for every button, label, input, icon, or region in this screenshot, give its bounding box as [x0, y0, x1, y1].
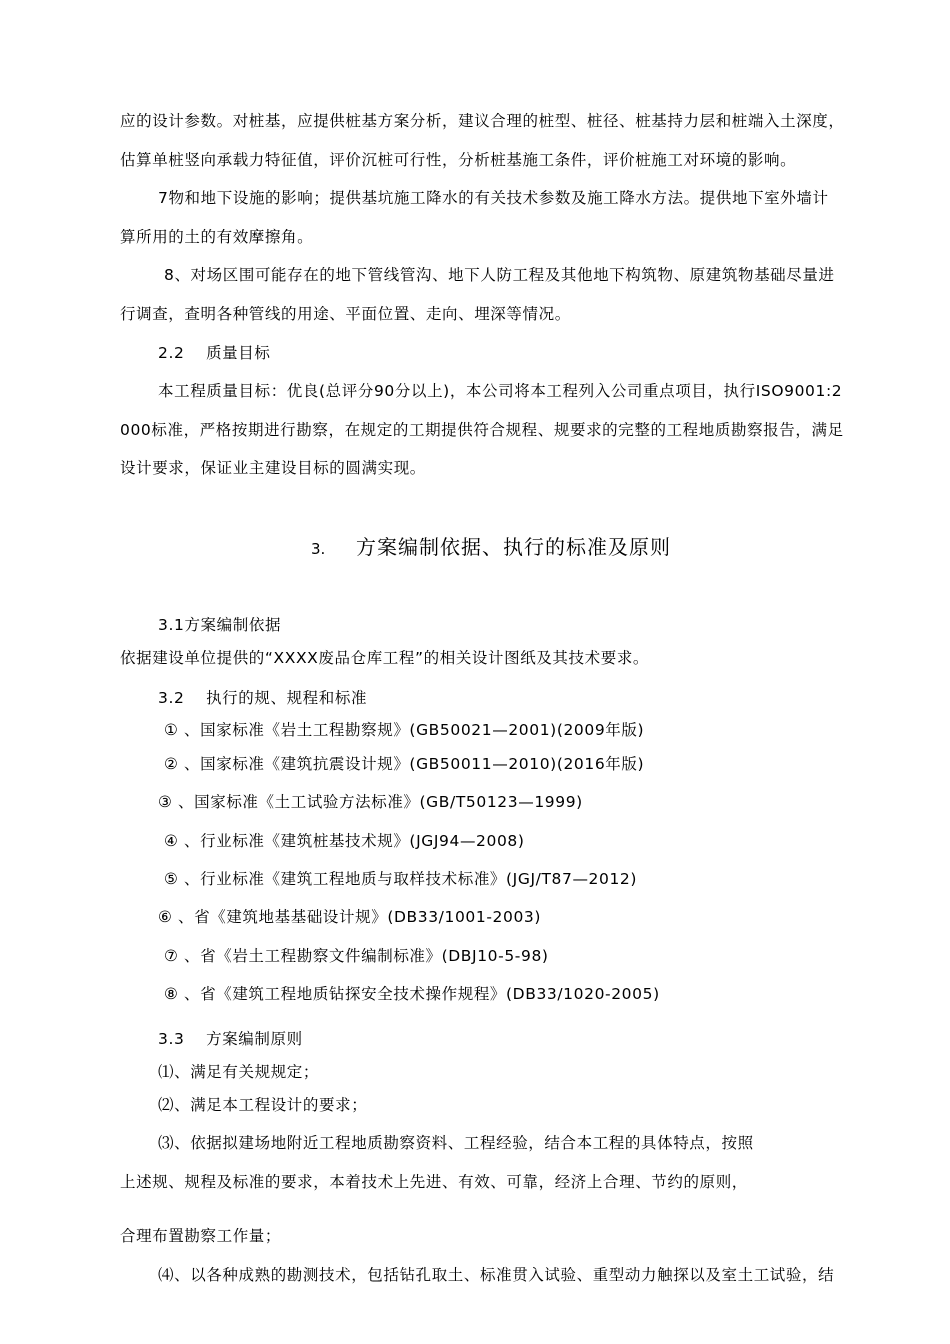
- paragraph-line: 本工程质量目标：优良(总评分90分以上)，本公司将本工程列入公司重点项目，执行ISO9001:2: [158, 382, 843, 400]
- paragraph-line: 行调查，查明各种管线的用途、平面位置、走向、埋深等情况。: [120, 305, 571, 323]
- subsection-heading-3-3: 3.3 方案编制原则: [158, 1030, 303, 1048]
- paragraph-line: 8、对场区围可能存在的地下管线管沟、地下人防工程及其他地下构筑物、原建筑物基础尽量进: [164, 266, 835, 284]
- paragraph-line: 7物和地下设施的影响；提供基坑施工降水的有关技术参数及施工降水方法。提供地下室外墙计: [158, 189, 829, 207]
- paragraph-line: 算所用的土的有效摩擦角。: [120, 228, 314, 246]
- principle-item: ⑵、满足本工程设计的要求；: [158, 1096, 368, 1114]
- paragraph-line: 依据建设单位提供的“XXXX废品仓库工程”的相关设计图纸及其技术要求。: [120, 649, 650, 667]
- paragraph-line: 000标准，严格按期进行勘察，在规定的工期提供符合规程、规要求的完整的工程地质勘察报告，满足: [120, 421, 844, 439]
- standard-item: ① 、国家标准《岩土工程勘察规》(GB50021—2001)(2009年版): [164, 721, 645, 739]
- section-3-title: 方案编制依据、执行的标准及原则: [356, 535, 671, 559]
- paragraph-line: 应的设计参数。对桩基，应提供桩基方案分析，建议合理的桩型、桩径、桩基持力层和桩端入土深度，: [120, 112, 845, 130]
- subsection-heading-3-2: 3.2 执行的规、规程和标准: [158, 689, 368, 707]
- standard-item: ⑥ 、省《建筑地基基础设计规》(DB33/1001-2003): [158, 908, 542, 926]
- section-3-number: 3.: [311, 540, 326, 558]
- standard-item: ③ 、国家标准《土工试验方法标准》(GB/T50123—1999): [158, 793, 583, 811]
- standard-item: ④ 、行业标准《建筑桩基技术规》(JGJ94—2008): [164, 832, 525, 850]
- paragraph-line: 合理布置勘察工作量；: [120, 1227, 282, 1245]
- principle-item: ⑴、满足有关规规定；: [158, 1063, 320, 1081]
- paragraph-line: 上述规、规程及标准的要求，本着技术上先进、有效、可靠，经济上合理、节约的原则，: [120, 1173, 748, 1191]
- standard-item: ⑤ 、行业标准《建筑工程地质与取样技术标准》(JGJ/T87—2012): [164, 870, 638, 888]
- principle-item: ⑶、依据拟建场地附近工程地质勘察资料、工程经验，结合本工程的具体特点，按照: [158, 1134, 754, 1152]
- paragraph-line: 设计要求，保证业主建设目标的圆满实现。: [120, 459, 426, 477]
- standard-item: ⑦ 、省《岩土工程勘察文件编制标准》(DBJ10-5-98): [164, 947, 549, 965]
- subsection-heading-3-1: 3.1方案编制依据: [158, 616, 282, 634]
- principle-item: ⑷、以各种成熟的勘测技术，包括钻孔取土、标准贯入试验、重型动力触探以及室土工试验，结: [158, 1266, 835, 1284]
- standard-item: ⑧ 、省《建筑工程地质钻探安全技术操作规程》(DB33/1020-2005): [164, 985, 660, 1003]
- paragraph-line: 估算单桩竖向承载力特征值，评价沉桩可行性，分析桩基施工条件，评价桩施工对环境的影响。: [120, 151, 797, 169]
- section-heading-2-2: 2.2 质量目标: [158, 344, 271, 362]
- standard-item: ② 、国家标准《建筑抗震设计规》(GB50011—2010)(2016年版): [164, 755, 645, 773]
